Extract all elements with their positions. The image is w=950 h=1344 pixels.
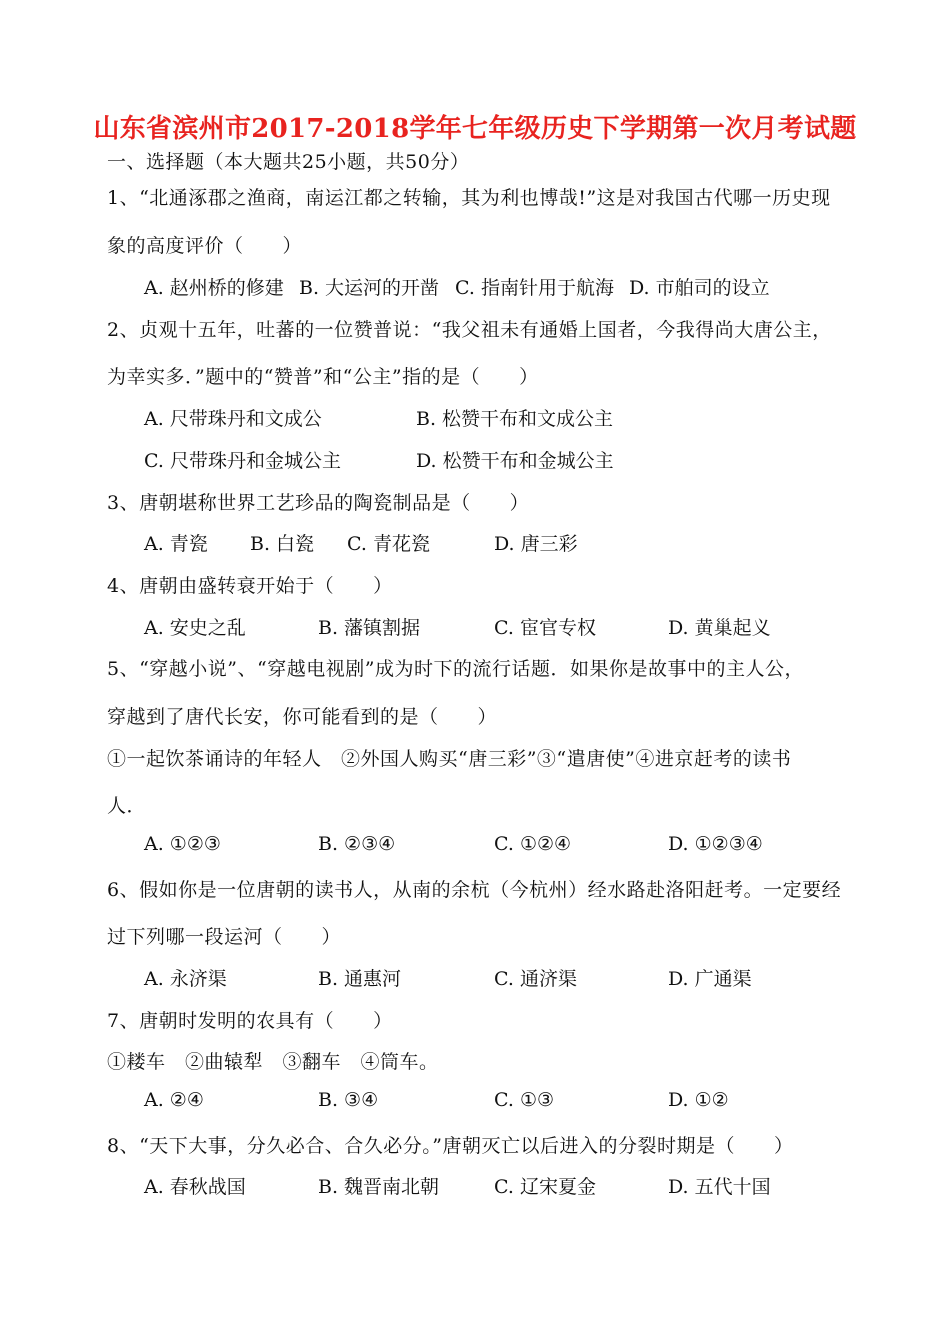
- question-6-option-d: D. 广通渠: [668, 968, 752, 990]
- question-7-line-1: 7、唐朝时发明的农具有（ ）: [107, 1010, 393, 1032]
- question-5-line-4: 人．: [107, 795, 147, 817]
- question-3-option-a: A. 青瓷: [144, 533, 208, 555]
- question-5-line-2: 穿越到了唐代长安，你可能看到的是（ ）: [107, 706, 498, 728]
- question-5-line-1: 5、“穿越小说”、“穿越电视剧”成为时下的流行话题．如果你是故事中的主人公，: [107, 658, 804, 680]
- question-8-option-c: C. 辽宋夏金: [494, 1176, 596, 1198]
- question-1-option-a: A. 赵州桥的修建: [144, 277, 284, 299]
- question-7-option-b: B. ③④: [318, 1089, 379, 1111]
- question-3-option-d: D. 唐三彩: [494, 533, 578, 555]
- question-4-option-a: A. 安史之乱: [144, 617, 246, 639]
- question-2-option-d: D. 松赞干布和金城公主: [416, 450, 614, 472]
- question-1-line-2: 象的高度评价（ ）: [107, 235, 303, 257]
- question-6-line-1: 6、假如你是一位唐朝的读书人，从南的余杭（今杭州）经水路赴洛阳赶考。一定要经: [107, 879, 842, 901]
- question-4-line-1: 4、唐朝由盛转衰开始于（ ）: [107, 575, 393, 597]
- question-4-option-d: D. 黄巢起义: [668, 617, 771, 639]
- question-3-line-1: 3、唐朝堪称世界工艺珍品的陶瓷制品是（ ）: [107, 492, 530, 514]
- question-8-option-b: B. 魏晋南北朝: [318, 1176, 440, 1198]
- question-7-option-c: C. ①③: [494, 1089, 555, 1111]
- document-title: 山东省滨州市2017-2018学年七年级历史下学期第一次月考试题: [93, 114, 857, 144]
- question-5-option-a: A. ①②③: [144, 833, 221, 855]
- question-1-option-c: C. 指南针用于航海: [455, 277, 614, 299]
- question-5-option-b: B. ②③④: [318, 833, 396, 855]
- question-7-line-2: ①耧车 ②曲辕犁 ③翻车 ④筒车。: [107, 1051, 439, 1073]
- question-2-option-c: C. 尺带珠丹和金城公主: [144, 450, 341, 472]
- question-4-option-c: C. 宦官专权: [494, 617, 596, 639]
- question-4-option-b: B. 藩镇割据: [318, 617, 421, 639]
- question-5-option-d: D. ①②③④: [668, 833, 763, 855]
- question-1-option-b: B. 大运河的开凿: [299, 277, 440, 299]
- question-8-option-d: D. 五代十国: [668, 1176, 771, 1198]
- question-7-option-d: D. ①②: [668, 1089, 729, 1111]
- question-5-line-3: ①一起饮茶诵诗的年轻人 ②外国人购买“唐三彩”③“遣唐使”④进京赶考的读书: [107, 748, 792, 770]
- question-6-option-b: B. 通惠河: [318, 968, 402, 990]
- question-3-option-c: C. 青花瓷: [347, 533, 430, 555]
- question-8-line-1: 8、“天下大事，分久必合、合久必分。”唐朝灭亡以后进入的分裂时期是（ ）: [107, 1135, 794, 1157]
- question-5-option-c: C. ①②④: [494, 833, 572, 855]
- question-6-option-c: C. 通济渠: [494, 968, 577, 990]
- question-2-option-a: A. 尺带珠丹和文成公: [144, 408, 322, 430]
- question-2-line-1: 2、贞观十五年，吐蕃的一位赞普说：“我父祖未有通婚上国者，今我得尚大唐公主，: [107, 319, 832, 341]
- question-2-line-2: 为幸实多．”题中的“赞普”和“公主”指的是（ ）: [107, 366, 539, 388]
- section-heading: 一、选择题（本大题共25小题，共50分）: [107, 151, 470, 173]
- question-6-option-a: A. 永济渠: [144, 968, 227, 990]
- question-1-option-d: D. 市舶司的设立: [629, 277, 770, 299]
- question-8-option-a: A. 春秋战国: [144, 1176, 246, 1198]
- question-2-option-b: B. 松赞干布和文成公主: [416, 408, 614, 430]
- question-7-option-a: A. ②④: [144, 1089, 204, 1111]
- question-1-line-1: 1、“北通涿郡之渔商，南运江都之转输，其为利也博哉!”这是对我国古代哪一历史现: [107, 187, 831, 209]
- question-3-option-b: B. 白瓷: [250, 533, 315, 555]
- question-6-line-2: 过下列哪一段运河（ ）: [107, 926, 342, 948]
